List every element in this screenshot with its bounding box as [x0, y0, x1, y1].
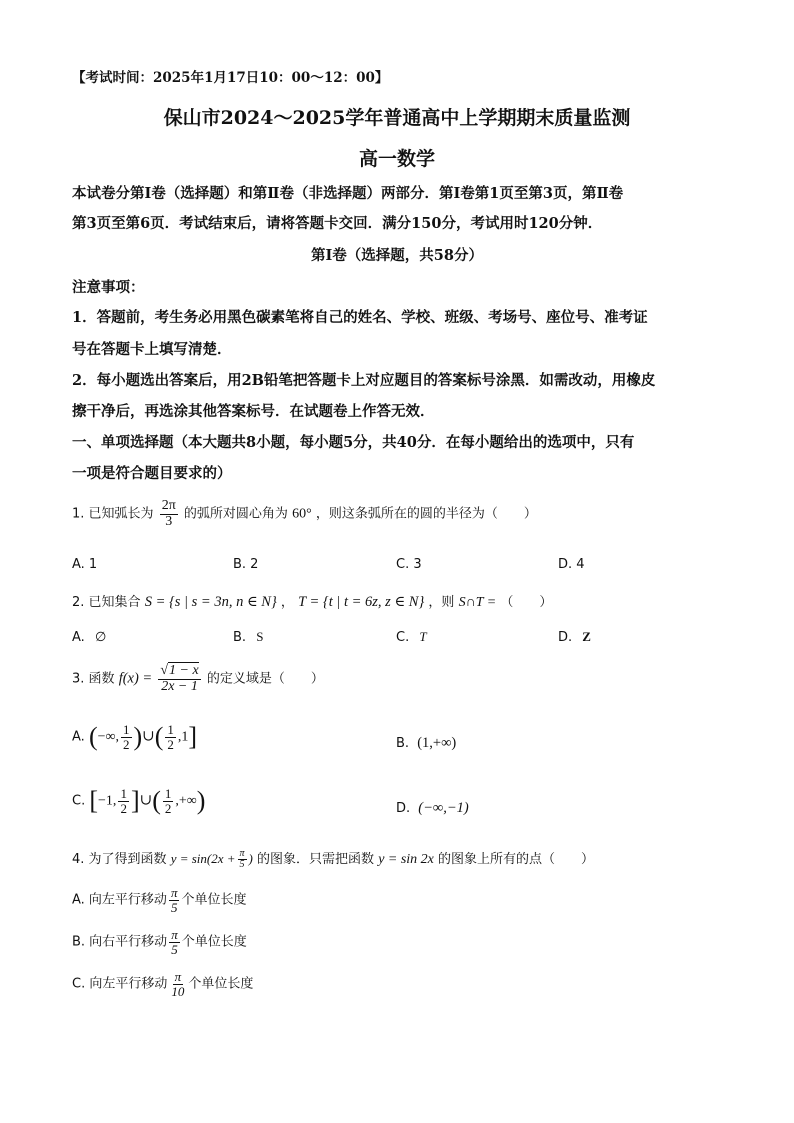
- q4-option-b-post: 个单位长度: [181, 934, 247, 950]
- q1-angle: 60°: [292, 506, 312, 522]
- q3-c-bracket-4: ): [196, 786, 206, 815]
- q4-a-num: π: [170, 885, 178, 900]
- note-2-line-1: 2．每小题选出答案后，用2B铅笔把答题卡上对应题目的答案标号涂黑．如需改动，用橡皮: [72, 372, 656, 389]
- q3-option-a: [72, 722, 197, 752]
- q4-option-b: [72, 928, 247, 956]
- q2-option-a: [72, 629, 106, 645]
- q3-frac-den: 2x − 1: [161, 678, 198, 694]
- q4-fn1-num: π: [239, 847, 245, 859]
- q3-fx: f(x) =: [118, 670, 153, 687]
- q4-fn1-den: 5: [239, 859, 245, 870]
- q3-a-frac-1: [121, 723, 132, 751]
- q2-prefix: 2. 已知集合: [72, 595, 141, 610]
- q4-c-den: 10: [171, 983, 185, 999]
- q4-b-den: 5: [171, 941, 178, 957]
- q3-c-num-2: 1: [164, 785, 172, 801]
- q2-option-c-label: C.: [396, 630, 410, 645]
- q2-option-a-value: ∅: [94, 629, 107, 644]
- part-1-line-1: 一、单项选择题（本大题共8小题，每小题5分，共40分．在每小题给出的选项中，只有: [72, 434, 635, 451]
- q4-option-a-label: A. 向左平行移动: [72, 892, 167, 908]
- q3-a-right: ,1: [177, 729, 189, 745]
- q3-fraction: [158, 664, 200, 694]
- q4-suffix: 的图象上所有的点（ ）: [438, 852, 595, 867]
- note-2-line-2: 擦干净后，再选涂其他答案标号．在试题卷上作答无效．: [72, 403, 435, 420]
- q3-c-frac-2: [163, 787, 174, 815]
- q4-option-c-label: C. 向左平行移动: [72, 976, 168, 992]
- exam-title: 保山市2024～2025学年普通高中上学期期末质量监测: [163, 107, 631, 129]
- q4-c-num: π: [174, 969, 182, 984]
- section-heading: 第Ⅰ卷（选择题，共58分）: [311, 247, 483, 264]
- intro-line-1: 本试卷分第Ⅰ卷（选择题）和第Ⅱ卷（非选择题）两部分．第Ⅰ卷第1页至第3页，第Ⅱ卷: [72, 185, 624, 202]
- q4-fn1-fraction: [238, 849, 247, 871]
- q3-a-frac-2: [165, 723, 176, 751]
- q1-frac-num: 2π: [161, 498, 176, 513]
- q1-option-a: A. 1: [72, 557, 98, 572]
- q4-option-b-fraction: [169, 928, 180, 956]
- exam-time: 【考试时间：2025年1月17日10：00～12：00】: [72, 70, 389, 86]
- q3-a-num-1: 1: [123, 721, 130, 737]
- intro-line-2: 第3页至第6页．考试结束后，请将答题卡交回．满分150分，考试用时120分钟．: [72, 215, 603, 232]
- q4-option-c-fraction: [169, 970, 186, 998]
- q3-c-right: ,+∞: [175, 793, 197, 809]
- q2-option-d-value: Z: [582, 629, 591, 644]
- q3-a-union: ∪: [142, 728, 155, 745]
- q3-a-bracket-4: ]: [188, 722, 198, 751]
- q3-c-bracket-1: [: [89, 786, 99, 815]
- q4-mid: 的图象．只需把函数: [257, 852, 375, 867]
- q3-c-bracket-2: ]: [130, 786, 140, 815]
- q1-option-d: D. 4: [558, 557, 585, 572]
- q4-option-a-post: 个单位长度: [181, 892, 247, 908]
- q4-a-den: 5: [170, 899, 178, 915]
- q4-fn2: y = sin 2x: [378, 852, 434, 867]
- q3-suffix: 的定义域是（ ）: [206, 671, 324, 687]
- q3-option-d-value: (−∞,−1): [418, 800, 469, 816]
- q3-option-a-label: A.: [72, 729, 85, 745]
- q2-expr: S∩T =: [458, 595, 497, 610]
- q2-option-b-label: B.: [233, 630, 247, 645]
- q3-a-bracket-3: (: [154, 722, 164, 751]
- notes-title: 注意事项：: [72, 279, 145, 296]
- q4-prefix: 4. 为了得到函数: [72, 852, 167, 867]
- q1-fraction: [160, 499, 178, 529]
- question-1: [72, 499, 537, 529]
- q3-a-den-2: 2: [167, 736, 174, 752]
- q3-option-c-label: C.: [72, 793, 86, 809]
- question-3: [72, 664, 324, 694]
- q1-suffix: ，则这条弧所在的圆的半径为（ ）: [315, 506, 537, 522]
- q1-prefix: 1. 已知弧长为: [72, 506, 154, 522]
- q3-option-d-label: D.: [396, 801, 411, 816]
- q3-c-frac-1: [118, 787, 129, 815]
- q3-a-bracket-1: (: [88, 722, 98, 751]
- q4-option-c: [72, 970, 253, 998]
- q3-prefix: 3. 函数: [72, 671, 115, 687]
- note-1-line-1: 1．答题前，考生务必用黑色碳素笔将自己的姓名、学校、班级、考场号、座位号、准考证: [72, 309, 648, 326]
- q3-option-c: [72, 786, 205, 816]
- q2-option-b: [233, 629, 263, 645]
- q3-c-left: −1,: [98, 793, 117, 809]
- q3-c-num-1: 1: [120, 785, 127, 801]
- q4-option-a: [72, 886, 246, 914]
- q2-option-c: [396, 629, 427, 645]
- q2-set-t: T = {t | t = 6z, z ∈ N}: [298, 594, 425, 610]
- q2-comma: ，: [280, 595, 294, 610]
- q4-option-b-label: B. 向右平行移动: [72, 934, 168, 950]
- q2-option-b-value: S: [256, 629, 264, 644]
- q3-option-b: [396, 735, 456, 752]
- note-1-line-2: 号在答题卡上填写清楚．: [72, 341, 232, 358]
- q3-c-bracket-3: (: [152, 786, 161, 815]
- exam-subject: 高一数学: [358, 148, 435, 170]
- q2-mid: ，则: [428, 595, 455, 610]
- q2-set-s: S = {s | s = 3n, n ∈ N}: [144, 594, 277, 610]
- q2-option-a-label: A.: [72, 630, 85, 645]
- q3-a-den-1: 2: [123, 736, 130, 752]
- part-1-line-2: 一项是符合题目要求的）: [72, 465, 232, 482]
- question-4: [72, 848, 594, 871]
- q1-option-b: B. 2: [233, 557, 259, 572]
- q3-c-den-1: 2: [120, 800, 127, 816]
- q3-option-b-label: B.: [396, 736, 410, 751]
- q1-option-c: C. 3: [396, 557, 422, 572]
- q3-frac-num: √1 − x: [160, 663, 199, 678]
- q3-c-union: ∪: [139, 792, 153, 809]
- q2-suffix: （ ）: [500, 595, 553, 610]
- q4-fn1-pre: y = sin(2x +: [170, 851, 236, 866]
- q3-c-den-2: 2: [164, 800, 172, 816]
- q4-option-a-fraction: [169, 886, 180, 914]
- q3-option-b-value: (1,+∞): [417, 735, 457, 751]
- q2-option-c-value: T: [419, 629, 427, 644]
- question-2: [72, 591, 552, 611]
- q3-sqrt-body: 1 − x: [169, 663, 199, 678]
- q1-mid: 的弧所对圆心角为: [183, 506, 288, 522]
- q3-option-d: [396, 800, 469, 817]
- q4-b-num: π: [171, 927, 178, 942]
- q4-fn1-post: ): [248, 851, 253, 866]
- q2-option-d: [558, 629, 591, 645]
- q3-a-num-2: 1: [167, 721, 174, 737]
- q2-option-d-label: D.: [558, 630, 573, 645]
- q4-option-c-post: 个单位长度: [188, 976, 254, 992]
- q3-a-left: −∞,: [97, 729, 119, 745]
- q3-a-bracket-2: ): [133, 722, 143, 751]
- q1-frac-den: 3: [165, 513, 173, 529]
